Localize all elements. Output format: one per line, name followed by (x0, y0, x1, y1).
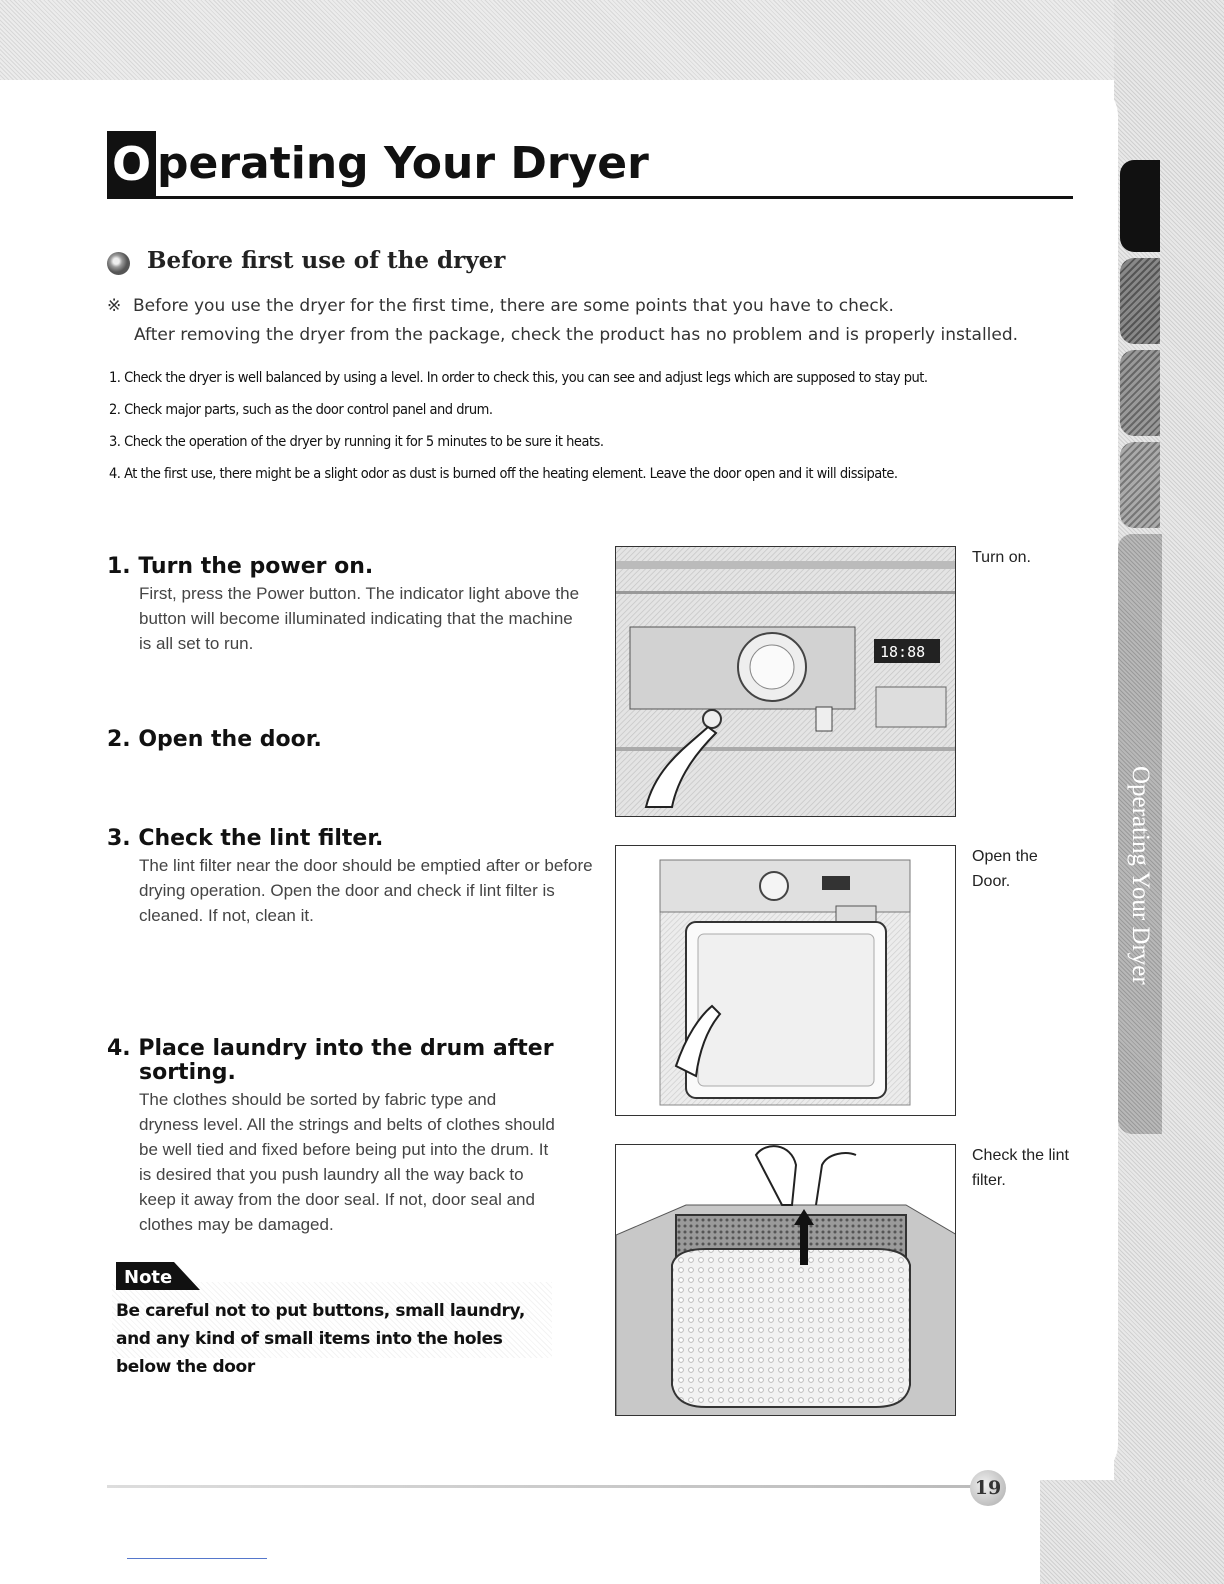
check-item: 2. Check major parts, such as the door control panel and drum. (109, 402, 493, 418)
step-3-body: The lint filter near the door should be emptied after or before drying operation. Open the door and check if lint filter is cleaned. If not, clean it. (139, 856, 593, 925)
section-title: Before first use of the dryer (147, 247, 506, 274)
side-tab-3 (1120, 350, 1160, 436)
footer-link-underline (127, 1558, 267, 1559)
control-panel-illustration (615, 546, 956, 817)
intro-line-2: After removing the dryer from the package, check the product has no problem and is properly installed. (134, 325, 1019, 345)
check-list (109, 362, 928, 490)
step-1-heading: 1. Turn the power on. (107, 554, 374, 579)
page-background-top (0, 0, 1224, 80)
check-item: 1. Check the dryer is well balanced by using a level. In order to check this, you can see and adjust legs which are supposed to stay put. (109, 370, 928, 386)
side-tab-2 (1120, 258, 1160, 344)
step-2-heading: 2. Open the door. (107, 727, 322, 752)
footer-rule (107, 1485, 977, 1488)
step-3-heading: 3. Check the lint filter. (107, 826, 384, 851)
step-4-heading-line-2: sorting. (139, 1060, 236, 1085)
side-tab-label: Operating Your Dryer (1127, 765, 1154, 985)
figure-2-caption: Open the Door. (972, 848, 1038, 890)
side-tab-1 (1120, 160, 1160, 252)
figure-1-caption: Turn on. (972, 549, 1031, 566)
note-label: Note (124, 1267, 173, 1288)
note-text: Be careful not to put buttons, small laundry, and any kind of small items into the holes below the door (116, 1301, 525, 1377)
control-panel-drawing (616, 547, 956, 817)
title-text: perating Your Dryer (157, 138, 649, 189)
step-4-body: The clothes should be sorted by fabric type and dryness level. All the strings and belts of clothes should be well tied and fixed before being put into the drum. It is desired that you push laundry all the way back to keep it away from the door seal. If not, door seal and clothes may be damaged. (139, 1090, 555, 1234)
intro-text (107, 292, 1018, 350)
section-bullet-icon (107, 252, 130, 275)
reference-mark-icon: ※ (107, 296, 122, 316)
page-title (107, 131, 649, 197)
side-tab-label-wrap (1110, 760, 1170, 990)
step-1-body: First, press the Power button. The indicator light above the button will become illuminated indicating that the machine is all set to run. (139, 584, 580, 653)
check-item: 3. Check the operation of the dryer by running it for 5 minutes to be sure it heats. (109, 434, 604, 450)
page-number: 19 (970, 1470, 1006, 1506)
check-item: 4. At the first use, there might be a slight odor as dust is burned off the heating element. Leave the door open and it will dissipate. (109, 466, 898, 482)
dryer-door-drawing (616, 846, 956, 1116)
page-background-bottom (1040, 1480, 1224, 1584)
title-underline (107, 196, 1073, 199)
dryer-door-illustration (615, 845, 956, 1116)
step-4-heading-line-1: 4. Place laundry into the drum after (107, 1036, 554, 1061)
intro-line-1: Before you use the dryer for the first time, there are some points that you have to check. (133, 296, 894, 316)
lint-filter-illustration (615, 1144, 956, 1416)
title-initial: O (107, 131, 156, 197)
display-readout: 18:88 (880, 643, 926, 661)
note-badge (116, 1262, 200, 1290)
side-tab-4 (1120, 442, 1160, 528)
figure-3-caption: Check the lint filter. (972, 1147, 1069, 1189)
lint-filter-drawing (616, 1145, 956, 1416)
